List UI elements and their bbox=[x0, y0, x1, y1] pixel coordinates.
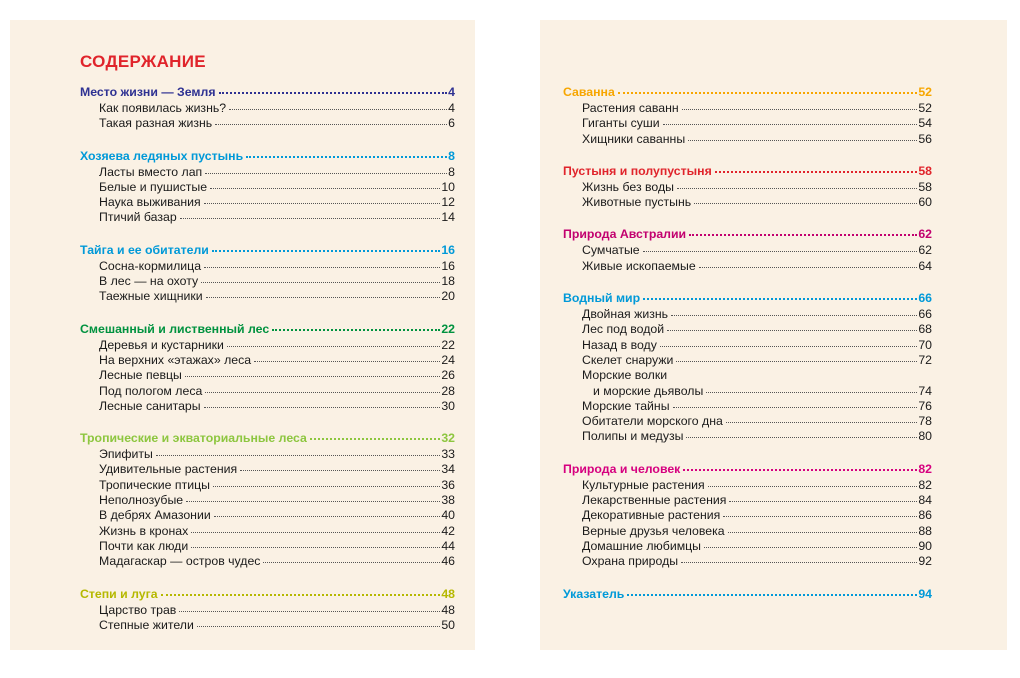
page-number: 24 bbox=[441, 352, 455, 367]
section-heading[interactable] bbox=[563, 586, 932, 603]
entry-label: Природа и человек bbox=[563, 461, 681, 476]
dot-leader bbox=[682, 109, 918, 110]
page-number: 60 bbox=[918, 195, 932, 210]
entry-label: Царство трав bbox=[99, 602, 177, 617]
toc-section bbox=[80, 586, 455, 634]
dot-leader bbox=[180, 218, 441, 219]
toc-entry[interactable] bbox=[80, 180, 455, 195]
page-number: 78 bbox=[918, 414, 932, 429]
entry-label: Декоративные растения bbox=[582, 508, 721, 523]
toc-entry[interactable] bbox=[80, 493, 455, 508]
toc-section bbox=[563, 290, 932, 445]
toc-entry[interactable] bbox=[563, 368, 932, 383]
toc-entry[interactable] bbox=[80, 338, 455, 353]
entry-label: Тропические птицы bbox=[99, 477, 210, 492]
entry-label: Таежные хищники bbox=[99, 289, 203, 304]
page-number: 48 bbox=[441, 602, 455, 617]
page-number: 72 bbox=[918, 352, 932, 367]
entry-label: Лесные санитары bbox=[99, 398, 201, 413]
entry-label: Почти как люди bbox=[99, 538, 189, 553]
page-number: 20 bbox=[441, 289, 455, 304]
page-number: 84 bbox=[918, 493, 932, 508]
dot-leader bbox=[689, 234, 917, 236]
toc-entry[interactable] bbox=[80, 195, 455, 210]
dot-leader bbox=[205, 173, 447, 174]
toc-entry[interactable] bbox=[563, 399, 932, 414]
dot-leader bbox=[729, 501, 917, 502]
toc-entry[interactable] bbox=[563, 414, 932, 429]
dot-leader bbox=[263, 562, 440, 563]
entry-label: Сумчатые bbox=[582, 243, 640, 258]
page-number: 82 bbox=[918, 461, 932, 476]
section-heading[interactable] bbox=[563, 163, 932, 180]
section-heading[interactable] bbox=[563, 461, 932, 478]
entry-label: Двойная жизнь bbox=[582, 307, 669, 322]
page-number: 30 bbox=[441, 398, 455, 413]
dot-leader bbox=[204, 267, 440, 268]
toc-entry[interactable] bbox=[80, 618, 455, 633]
toc-entry[interactable] bbox=[80, 353, 455, 368]
toc-entry[interactable] bbox=[563, 322, 932, 337]
toc-entry[interactable] bbox=[563, 116, 932, 131]
page-number: 92 bbox=[918, 554, 932, 569]
toc-section bbox=[80, 242, 455, 305]
entry-label: В дебрях Амазонии bbox=[99, 508, 211, 523]
toc-entry[interactable] bbox=[563, 524, 932, 539]
page-number: 10 bbox=[441, 179, 455, 194]
entry-label: Место жизни — Земля bbox=[80, 85, 216, 99]
entry-label: Тропические и экваториальные леса bbox=[80, 431, 307, 446]
section-heading[interactable] bbox=[80, 586, 455, 603]
dot-leader bbox=[723, 516, 917, 517]
page-number: 42 bbox=[441, 523, 455, 538]
section-heading[interactable] bbox=[563, 84, 932, 101]
dot-leader bbox=[254, 361, 440, 362]
page-number: 66 bbox=[918, 291, 932, 306]
page-number: 18 bbox=[441, 274, 455, 289]
dot-leader bbox=[213, 486, 440, 487]
dot-leader bbox=[240, 470, 440, 471]
right-page bbox=[540, 20, 1007, 650]
page-number: 40 bbox=[441, 508, 455, 523]
toc-section bbox=[80, 148, 455, 226]
dot-leader bbox=[708, 486, 918, 487]
entry-label: Культурные растения bbox=[582, 477, 705, 492]
toc-section bbox=[563, 163, 932, 211]
dot-leader bbox=[699, 267, 918, 268]
section-heading[interactable] bbox=[80, 148, 455, 165]
entry-label: и морские дьяволы bbox=[593, 383, 704, 398]
entry-label: Удивительные растения bbox=[99, 462, 238, 477]
page-number: 22 bbox=[441, 337, 455, 352]
dot-leader bbox=[214, 516, 441, 517]
dot-leader bbox=[726, 422, 917, 423]
page-number: 8 bbox=[448, 148, 455, 163]
entry-label: Под пологом леса bbox=[99, 383, 203, 398]
dot-leader bbox=[201, 282, 440, 283]
page-number: 12 bbox=[441, 195, 455, 210]
section-heading[interactable] bbox=[563, 290, 932, 307]
toc-section bbox=[563, 84, 932, 147]
page-title: СОДЕРЖАНИЕ bbox=[80, 52, 206, 71]
toc-entry[interactable] bbox=[563, 539, 932, 554]
page-number: 88 bbox=[918, 523, 932, 538]
dot-leader bbox=[671, 315, 917, 316]
entry-label: Наука выживания bbox=[99, 195, 201, 210]
toc-entry[interactable] bbox=[80, 289, 455, 304]
dot-leader bbox=[204, 203, 441, 204]
entry-label: Степи и луга bbox=[80, 586, 158, 601]
entry-label: Смешанный и лиственный лес bbox=[80, 321, 270, 336]
entry-label: Такая разная жизнь bbox=[99, 116, 213, 131]
dot-leader bbox=[272, 329, 440, 331]
entry-label: Сосна-кормилица bbox=[99, 258, 202, 273]
dot-leader bbox=[627, 594, 917, 596]
entry-label: Морские тайны bbox=[582, 398, 670, 413]
toc-entry[interactable] bbox=[80, 508, 455, 523]
dot-leader bbox=[206, 297, 441, 298]
page-number: 94 bbox=[918, 586, 932, 601]
toc-section bbox=[80, 321, 455, 414]
toc-entry[interactable] bbox=[563, 195, 932, 210]
dot-leader bbox=[663, 124, 918, 125]
page-number: 64 bbox=[918, 258, 932, 273]
entry-label: В лес — на охоту bbox=[99, 274, 199, 289]
toc-right bbox=[563, 84, 932, 603]
dot-leader bbox=[186, 501, 440, 502]
entry-label: Природа Австралии bbox=[563, 227, 687, 242]
entry-label: Эпифиты bbox=[99, 447, 153, 462]
page-number: 66 bbox=[918, 307, 932, 322]
page-number: 58 bbox=[918, 163, 932, 178]
toc-section bbox=[563, 586, 932, 603]
page-number: 82 bbox=[918, 477, 932, 492]
page-number: 80 bbox=[918, 429, 932, 444]
entry-label: Охрана природы bbox=[582, 554, 679, 569]
toc-entry[interactable] bbox=[563, 307, 932, 322]
entry-label: Ласты вместо лап bbox=[99, 164, 203, 179]
toc-entry[interactable] bbox=[563, 101, 932, 116]
entry-label: Птичий базар bbox=[99, 210, 177, 225]
dot-leader bbox=[179, 611, 440, 612]
entry-label: Живые ископаемые bbox=[582, 258, 696, 273]
page-number: 74 bbox=[918, 383, 932, 398]
entry-label: Лесные певцы bbox=[99, 368, 182, 383]
dot-leader bbox=[156, 455, 440, 456]
entry-label: Гиганты суши bbox=[582, 116, 660, 131]
dot-leader bbox=[694, 203, 917, 204]
dot-leader bbox=[197, 626, 440, 627]
page-number: 4 bbox=[448, 101, 455, 115]
entry-label: На верхних «этажах» леса bbox=[99, 352, 252, 367]
dot-leader bbox=[660, 346, 917, 347]
toc-entry[interactable] bbox=[80, 462, 455, 477]
page-number: 70 bbox=[918, 337, 932, 352]
toc-entry[interactable] bbox=[80, 116, 455, 131]
entry-label: Морские волки bbox=[582, 368, 668, 383]
entry-label: Водный мир bbox=[563, 291, 641, 306]
dot-leader bbox=[246, 156, 447, 158]
toc-entry[interactable] bbox=[563, 338, 932, 353]
dot-leader bbox=[618, 92, 918, 94]
toc-section bbox=[563, 226, 932, 274]
page-number: 52 bbox=[918, 85, 932, 99]
page-number: 28 bbox=[441, 383, 455, 398]
entry-label: Тайга и ее обитатели bbox=[80, 242, 209, 257]
section-heading[interactable] bbox=[80, 430, 455, 447]
page-number: 62 bbox=[918, 227, 932, 242]
page-number: 90 bbox=[918, 538, 932, 553]
entry-label: Полипы и медузы bbox=[582, 429, 684, 444]
dot-leader bbox=[676, 361, 917, 362]
page-number: 62 bbox=[918, 243, 932, 258]
toc-entry[interactable] bbox=[80, 539, 455, 554]
toc-entry[interactable] bbox=[563, 384, 932, 399]
toc-entry[interactable] bbox=[80, 603, 455, 618]
page-number: 38 bbox=[441, 493, 455, 508]
dot-leader bbox=[185, 376, 440, 377]
toc-entry[interactable] bbox=[80, 210, 455, 225]
toc-entry[interactable] bbox=[563, 493, 932, 508]
entry-label: Хозяева ледяных пустынь bbox=[80, 148, 244, 163]
page-number: 33 bbox=[441, 447, 455, 462]
page-number: 54 bbox=[918, 116, 932, 131]
toc-entry[interactable] bbox=[80, 524, 455, 539]
entry-label: Неполнозубые bbox=[99, 493, 184, 508]
toc-entry[interactable] bbox=[563, 243, 932, 258]
page-number: 4 bbox=[448, 85, 455, 99]
dot-leader bbox=[715, 171, 918, 173]
entry-label: Указатель bbox=[563, 586, 625, 601]
entry-label: Саванна bbox=[563, 85, 615, 99]
toc-section bbox=[563, 461, 932, 570]
entry-label: Хищники саванны bbox=[582, 131, 686, 146]
page-number: 14 bbox=[441, 210, 455, 225]
entry-label: Пустыня и полупустыня bbox=[563, 163, 712, 178]
page-number: 16 bbox=[441, 258, 455, 273]
entry-label: Животные пустынь bbox=[582, 195, 692, 210]
section-heading[interactable] bbox=[80, 321, 455, 338]
dot-leader bbox=[681, 562, 917, 563]
page-number: 36 bbox=[441, 477, 455, 492]
toc-entry[interactable] bbox=[563, 259, 932, 274]
page-number: 34 bbox=[441, 462, 455, 477]
entry-label: Верные друзья человека bbox=[582, 523, 725, 538]
entry-label: Жизнь без воды bbox=[582, 179, 674, 194]
entry-label: Домашние любимцы bbox=[582, 538, 702, 553]
dot-leader bbox=[191, 547, 440, 548]
entry-label: Обитатели морского дна bbox=[582, 414, 723, 429]
dot-leader bbox=[310, 438, 440, 440]
toc-entry[interactable] bbox=[80, 101, 455, 116]
entry-label: Степные жители bbox=[99, 617, 194, 632]
page-number: 52 bbox=[918, 101, 932, 115]
page-number: 44 bbox=[441, 538, 455, 553]
toc-entry[interactable] bbox=[563, 180, 932, 195]
page-number: 56 bbox=[918, 131, 932, 146]
entry-label: Лес под водой bbox=[582, 322, 665, 337]
section-heading[interactable] bbox=[80, 84, 455, 101]
page-number: 8 bbox=[448, 164, 455, 179]
entry-label: Скелет снаружи bbox=[582, 352, 674, 367]
toc-entry[interactable] bbox=[80, 399, 455, 414]
dot-leader bbox=[673, 407, 918, 408]
entry-label: Назад в воду bbox=[582, 337, 657, 352]
dot-leader bbox=[212, 250, 441, 252]
toc-entry[interactable] bbox=[80, 259, 455, 274]
page-number: 76 bbox=[918, 398, 932, 413]
page-number: 46 bbox=[441, 554, 455, 569]
entry-label: Деревья и кустарники bbox=[99, 337, 224, 352]
dot-leader bbox=[704, 547, 917, 548]
page-number: 50 bbox=[441, 617, 455, 632]
toc-entry[interactable] bbox=[563, 132, 932, 147]
toc-section bbox=[80, 84, 455, 132]
entry-label: Как появилась жизнь? bbox=[99, 101, 227, 115]
dot-leader bbox=[227, 346, 440, 347]
entry-label: Мадагаскар — остров чудес bbox=[99, 554, 261, 569]
toc-entry[interactable] bbox=[80, 165, 455, 180]
dot-leader bbox=[204, 407, 441, 408]
dot-leader bbox=[161, 594, 441, 596]
toc-entry[interactable] bbox=[80, 478, 455, 493]
toc-entry[interactable] bbox=[563, 554, 932, 569]
dot-leader bbox=[686, 437, 917, 438]
toc-entry[interactable] bbox=[563, 429, 932, 444]
toc-entry[interactable] bbox=[80, 384, 455, 399]
page-number: 22 bbox=[441, 321, 455, 336]
toc-section bbox=[80, 430, 455, 569]
section-heading[interactable] bbox=[563, 226, 932, 243]
left-page bbox=[10, 20, 475, 650]
page-number: 48 bbox=[441, 586, 455, 601]
page-number: 16 bbox=[441, 242, 455, 257]
dot-leader bbox=[688, 140, 917, 141]
toc-entry[interactable] bbox=[80, 274, 455, 289]
page-number: 86 bbox=[918, 508, 932, 523]
toc-entry[interactable] bbox=[80, 447, 455, 462]
dot-leader bbox=[667, 330, 917, 331]
dot-leader bbox=[728, 532, 918, 533]
dot-leader bbox=[205, 392, 440, 393]
dot-leader bbox=[229, 109, 447, 110]
dot-leader bbox=[706, 392, 917, 393]
page-number: 26 bbox=[441, 368, 455, 383]
toc-left bbox=[80, 84, 455, 633]
entry-label: Лекарственные растения bbox=[582, 493, 727, 508]
page-number: 58 bbox=[918, 179, 932, 194]
dot-leader bbox=[643, 251, 918, 252]
toc-entry[interactable] bbox=[563, 508, 932, 523]
entry-label: Белые и пушистые bbox=[99, 179, 208, 194]
page-number: 68 bbox=[918, 322, 932, 337]
toc-entry[interactable] bbox=[80, 554, 455, 569]
dot-leader bbox=[215, 124, 447, 125]
page-number: 32 bbox=[441, 431, 455, 446]
toc-entry[interactable] bbox=[563, 478, 932, 493]
dot-leader bbox=[210, 188, 440, 189]
toc-entry[interactable] bbox=[80, 368, 455, 383]
section-heading[interactable] bbox=[80, 242, 455, 259]
dot-leader bbox=[683, 469, 917, 471]
entry-label: Жизнь в кронах bbox=[99, 523, 189, 538]
dot-leader bbox=[643, 298, 917, 300]
toc-entry[interactable] bbox=[563, 353, 932, 368]
entry-label: Растения саванн bbox=[582, 101, 679, 115]
dot-leader bbox=[219, 92, 448, 94]
page-number: 6 bbox=[448, 116, 455, 131]
dot-leader bbox=[191, 532, 440, 533]
dot-leader bbox=[677, 188, 917, 189]
